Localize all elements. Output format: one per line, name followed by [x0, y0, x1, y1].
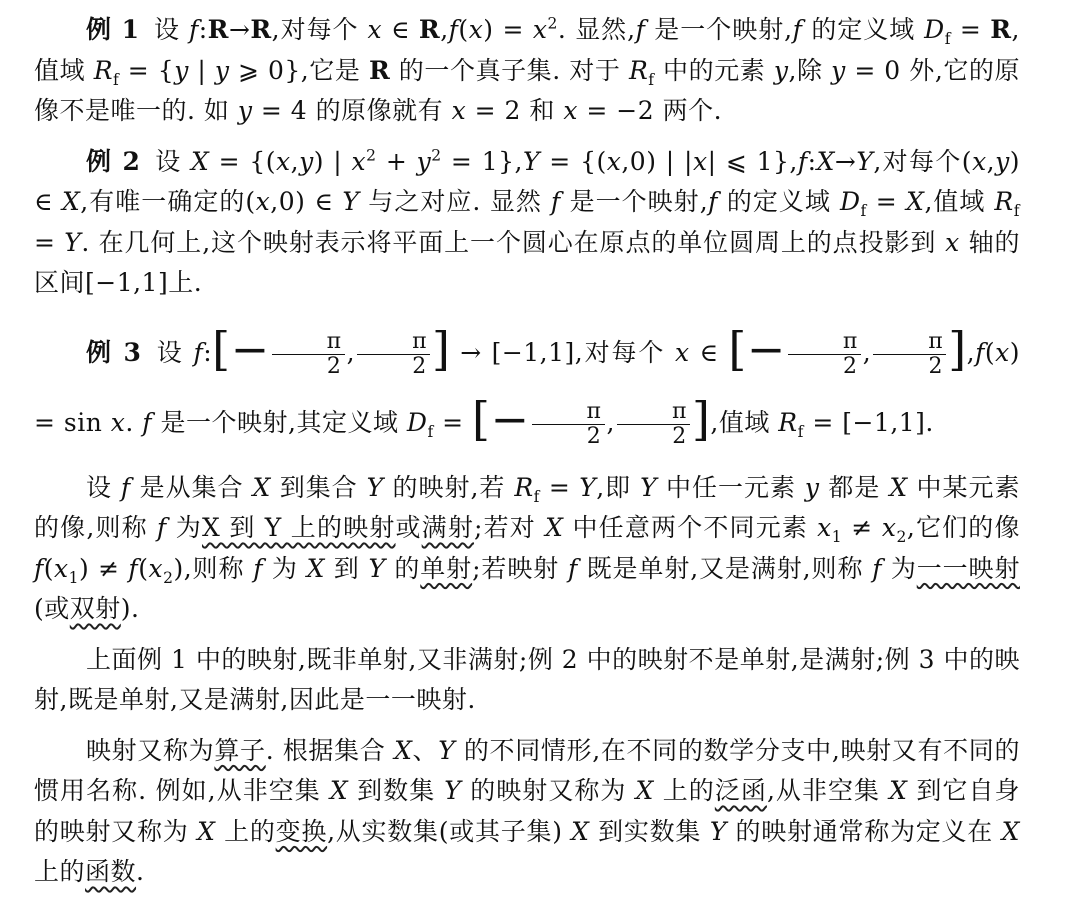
- math-symbol: y: [299, 146, 314, 176]
- math-symbol: X: [889, 472, 908, 502]
- math-symbol: R: [93, 55, 114, 85]
- summary-text: [34, 645, 1020, 715]
- text-run: ,: [986, 146, 996, 176]
- fraction-pi-over-2: [788, 330, 861, 379]
- text-run: 为: [881, 553, 917, 583]
- defined-term: 算子: [214, 735, 266, 765]
- text-run: 到: [324, 553, 369, 583]
- text-run: 上的: [215, 816, 276, 846]
- fraction-pi-over-2: [873, 330, 946, 379]
- math-symbol: R: [250, 15, 272, 44]
- math-symbol: X: [252, 472, 271, 502]
- math-symbol: f: [193, 337, 204, 367]
- math-symbol: Y: [640, 472, 658, 502]
- math-symbol: X: [394, 735, 413, 765]
- math-symbol: X: [1001, 816, 1020, 846]
- text-run: =: [433, 407, 473, 437]
- text-run: 轴的区间[−1,1]上.: [34, 227, 1020, 297]
- math-symbol: X: [306, 553, 325, 583]
- text-run: . 根据集合: [265, 735, 395, 765]
- example-label: 例 2: [86, 146, 141, 176]
- fraction-pi-over-2: [357, 330, 430, 379]
- math-symbol: R: [778, 407, 798, 437]
- text-run: ]: [432, 321, 451, 376]
- math-symbol: R: [994, 187, 1014, 216]
- math-symbol: y: [416, 146, 432, 176]
- math-symbol: f: [797, 146, 808, 176]
- text-run: ,它们的像: [906, 513, 1020, 542]
- text-run: ,值域: [924, 187, 995, 216]
- text-run: = {(: [209, 146, 277, 176]
- text-run: | ⩽ 1},: [707, 146, 798, 176]
- text-run: 到集合: [270, 472, 367, 502]
- math-symbol: D: [839, 187, 861, 216]
- math-symbol: y: [237, 96, 253, 125]
- math-symbol: X: [816, 146, 835, 176]
- example-1-text: [34, 15, 1020, 125]
- text-run: |: [188, 55, 215, 85]
- text-run: 或: [44, 594, 70, 623]
- math-symbol: y: [831, 55, 846, 85]
- text-run: ,0) | |: [621, 146, 693, 176]
- text-run: =: [866, 187, 907, 216]
- math-symbol: y: [214, 55, 230, 85]
- math-symbol: Y: [366, 472, 384, 502]
- example-2: [34, 142, 1020, 304]
- math-symbol: x: [972, 146, 987, 176]
- defined-term: X 到 Y 上的映射: [201, 513, 396, 542]
- text-run: 设: [155, 337, 194, 367]
- text-run: ∈: [382, 15, 419, 44]
- text-run: 是一个映射,其定义域: [152, 407, 407, 437]
- math-symbol: x: [675, 337, 690, 367]
- text-run: 的不同情形,在不同的数学分支中,映射又有不同的惯用名称. 例如,从非空集: [34, 735, 1020, 805]
- math-symbol: x: [468, 15, 484, 44]
- example-3-text: [34, 321, 1021, 449]
- text-run: 到数集: [348, 776, 445, 805]
- fraction-pi-over-2: [617, 400, 690, 449]
- text-run: =: [950, 15, 991, 44]
- math-symbol: X: [329, 776, 349, 805]
- text-run: =: [34, 227, 65, 257]
- text-run: = 2 和: [466, 96, 564, 125]
- text-run: . 在几何上,这个映射表示将平面上一个圆心在原点的单位圆周上的点投影到: [81, 227, 946, 257]
- text-run: ,对每个: [271, 15, 368, 44]
- text-run: = 4 的原像就有: [252, 96, 452, 125]
- math-symbol: x: [692, 146, 708, 176]
- math-symbol: f: [448, 15, 459, 44]
- text-run: 的映射,若: [383, 472, 515, 502]
- text-run: ]: [691, 391, 711, 446]
- text-run: 或: [395, 513, 422, 542]
- math-symbol: x: [945, 227, 960, 257]
- text-run: 上的: [34, 857, 86, 886]
- defined-term: 函数: [85, 857, 137, 886]
- math-symbol: f: [648, 70, 655, 89]
- text-run: 为: [262, 553, 307, 583]
- text-run: ,: [966, 337, 976, 367]
- text-run: (: [138, 553, 149, 583]
- terminology-text: [34, 736, 1020, 887]
- math-symbol: f: [1013, 202, 1020, 220]
- fraction-denominator: 2: [586, 423, 602, 449]
- math-symbol: R: [628, 55, 649, 85]
- text-run: = 0 外,它的原像不是唯一的. 如: [34, 55, 1021, 125]
- fraction-denominator: 2: [672, 423, 687, 449]
- math-symbol: 1: [831, 528, 843, 546]
- text-run: 设: [154, 146, 191, 176]
- math-symbol: R: [990, 15, 1012, 44]
- terminology-paragraph: [34, 731, 1020, 893]
- text-run: ,有唯一确定的(: [80, 187, 256, 216]
- math-symbol: 2: [547, 14, 558, 33]
- math-symbol: x: [817, 513, 832, 542]
- math-symbol: 1: [68, 568, 80, 587]
- text-run: ,除: [788, 55, 832, 85]
- math-symbol: f: [188, 15, 199, 44]
- example-1: [34, 10, 1020, 132]
- math-symbol: x: [532, 15, 548, 44]
- text-run: ;若对: [474, 513, 546, 542]
- math-symbol: R: [514, 472, 534, 502]
- text-run: :: [198, 15, 208, 44]
- text-run: 既是单射,又是满射,则称: [577, 553, 873, 583]
- text-run: 中的元素: [654, 55, 774, 85]
- defined-term: 满射: [421, 513, 475, 542]
- math-symbol: 2: [366, 146, 377, 165]
- math-symbol: y: [995, 146, 1010, 176]
- text-run: 的定义域: [802, 15, 925, 44]
- math-symbol: X: [635, 776, 654, 805]
- math-symbol: Y: [64, 227, 82, 257]
- math-symbol: y: [174, 55, 189, 85]
- math-symbol: f: [550, 187, 561, 216]
- text-run: ,对每个(: [873, 146, 973, 176]
- math-symbol: Y: [522, 146, 540, 176]
- math-symbol: R: [418, 15, 441, 44]
- math-symbol: f: [635, 15, 646, 44]
- text-run: (: [984, 337, 996, 367]
- math-symbol: R: [368, 55, 391, 85]
- math-symbol: Y: [438, 735, 456, 765]
- fraction-numerator: π: [357, 330, 430, 355]
- examples-summary-paragraph: [34, 640, 1020, 721]
- text-run: ).: [120, 594, 140, 623]
- math-symbol: f: [113, 70, 120, 89]
- math-symbol: x: [451, 96, 467, 125]
- text-run: = {(: [539, 146, 607, 176]
- math-symbol: Y: [856, 146, 874, 176]
- math-symbol: f: [567, 553, 578, 583]
- math-symbol: X: [197, 816, 216, 846]
- defined-term: 一一映射: [916, 553, 1020, 583]
- text-run: 的映射通常称为定义在: [726, 816, 1002, 846]
- text-run: . 显然,: [557, 15, 636, 44]
- text-run: ,值域: [34, 15, 1020, 85]
- text-run: ,从实数集(或其子集): [327, 816, 572, 846]
- text-run: 与之对应. 显然: [359, 187, 551, 216]
- text-run: :: [203, 337, 213, 367]
- math-symbol: f: [128, 553, 139, 583]
- text-run: ]: [948, 321, 967, 376]
- text-run: 到它自身的映射又称为: [34, 776, 1020, 846]
- math-symbol: y: [773, 55, 789, 85]
- math-symbol: x: [148, 553, 164, 583]
- example-2-text: [34, 147, 1020, 298]
- text-run: 设: [153, 15, 189, 44]
- text-run: ∈: [689, 337, 729, 367]
- text-run: .: [136, 857, 145, 886]
- text-run: ) = sin: [34, 337, 1021, 437]
- math-symbol: f: [427, 422, 434, 441]
- text-run: 、: [412, 735, 439, 765]
- math-symbol: f: [156, 513, 167, 542]
- example-3: [34, 318, 1020, 458]
- math-symbol: f: [253, 553, 263, 583]
- math-symbol: f: [872, 553, 882, 583]
- math-symbol: X: [61, 187, 81, 216]
- text-run: 设: [86, 472, 121, 502]
- math-symbol: f: [34, 553, 44, 583]
- text-run: ) ≠: [79, 553, 129, 583]
- math-symbol: X: [190, 146, 210, 176]
- defined-term: 单射: [420, 553, 473, 583]
- math-symbol: x: [606, 146, 622, 176]
- math-symbol: y: [804, 472, 820, 502]
- fraction-denominator: 2: [326, 353, 342, 379]
- math-symbol: X: [571, 816, 590, 846]
- math-symbol: Y: [709, 816, 727, 846]
- text-run: 中某元素的像,则称: [34, 472, 1020, 542]
- text-run: = [−1,1].: [803, 407, 934, 437]
- fraction-pi-over-2: [272, 330, 345, 379]
- math-symbol: x: [563, 96, 578, 125]
- text-run: [−: [472, 391, 530, 446]
- text-run: 的映射又称为: [461, 776, 636, 805]
- fraction-pi-over-2: [532, 400, 605, 449]
- text-run: ,值域: [710, 407, 779, 437]
- math-symbol: 2: [896, 528, 907, 546]
- math-symbol: 2: [431, 146, 442, 165]
- text-run: ,: [290, 146, 300, 176]
- math-symbol: x: [276, 146, 291, 176]
- fraction-numerator: π: [617, 400, 690, 425]
- text-run: .: [125, 407, 143, 437]
- text-run: (: [458, 15, 469, 44]
- math-symbol: f: [533, 487, 540, 506]
- math-symbol: x: [995, 337, 1010, 367]
- text-run: ),则称: [173, 553, 254, 583]
- math-symbol: x: [110, 407, 126, 437]
- math-symbol: f: [792, 15, 803, 44]
- text-run: ⩾ 0},它是: [229, 55, 369, 85]
- text-run: ,: [440, 15, 449, 44]
- math-symbol: Y: [368, 553, 386, 583]
- math-symbol: D: [406, 407, 428, 437]
- text-run: ) |: [313, 146, 352, 176]
- example-label: 例 1: [86, 15, 140, 44]
- text-run: ,0) ∈: [270, 187, 343, 216]
- text-run: +: [376, 146, 417, 176]
- text-run: ,: [606, 407, 615, 437]
- text-run: 是一个映射,: [645, 15, 793, 44]
- text-run: = {: [119, 55, 175, 85]
- text-run: ,即: [596, 472, 641, 502]
- math-symbol: f: [944, 30, 951, 48]
- text-run: = −2 两个.: [577, 96, 723, 125]
- math-symbol: Y: [579, 472, 597, 502]
- text-run: (: [43, 553, 55, 583]
- math-symbol: Y: [342, 187, 360, 216]
- text-run: 是一个映射,: [560, 187, 709, 216]
- text-run: = 1},: [441, 146, 523, 176]
- text-run: ;若映射: [472, 553, 568, 583]
- example-label: 例 3: [86, 337, 142, 367]
- text-run: [−: [728, 321, 786, 376]
- math-symbol: X: [889, 776, 908, 805]
- text-run: 是从集合: [130, 472, 253, 502]
- math-symbol: f: [142, 407, 153, 437]
- text-run: 上的: [653, 776, 715, 805]
- text-run: ,: [346, 337, 356, 367]
- math-symbol: R: [207, 15, 229, 44]
- text-run: =: [539, 472, 580, 502]
- math-symbol: X: [545, 513, 564, 542]
- text-run: 上面例 1 中的映射,既非单射,又非满射;例 2 中的映射不是单射,是满射;例 3 中的映射,既是单射,又是满射,因此是一一映射.: [34, 644, 1020, 714]
- text-run: 映射又称为: [86, 735, 215, 765]
- text-run: 到实数集: [589, 816, 710, 846]
- text-run: ) =: [483, 15, 533, 44]
- text-run: 的一个真子集. 对于: [390, 55, 629, 85]
- math-symbol: X: [906, 187, 925, 216]
- math-symbol: x: [255, 187, 271, 216]
- fraction-numerator: π: [272, 330, 345, 355]
- math-symbol: x: [367, 15, 383, 44]
- text-run: → [−1,1],对每个: [450, 337, 676, 367]
- text-run: ,: [862, 337, 872, 367]
- definition-text: [34, 473, 1020, 624]
- text-run: :: [807, 146, 817, 176]
- math-symbol: f: [860, 202, 867, 220]
- fraction-denominator: 2: [843, 353, 858, 379]
- math-symbol: f: [708, 187, 718, 216]
- text-run: [−: [212, 321, 270, 376]
- text-run: (: [34, 594, 45, 623]
- text-run: 中任一元素: [657, 472, 805, 502]
- text-run: ) ∈: [34, 146, 1021, 216]
- text-run: →: [228, 15, 251, 44]
- text-run: 都是: [819, 472, 890, 502]
- fraction-denominator: 2: [928, 353, 943, 379]
- text-run: ≠: [842, 513, 882, 542]
- math-symbol: f: [797, 422, 804, 441]
- math-symbol: f: [120, 472, 131, 502]
- math-symbol: 2: [163, 568, 174, 587]
- text-run: ,从非空集: [766, 776, 890, 805]
- math-symbol: D: [924, 15, 945, 44]
- fraction-numerator: π: [532, 400, 605, 425]
- math-symbol: Y: [444, 776, 462, 805]
- definition-paragraph: [34, 468, 1020, 630]
- text-run: 的定义域: [717, 187, 840, 216]
- fraction-numerator: π: [873, 330, 946, 355]
- math-symbol: x: [351, 146, 367, 176]
- math-symbol: x: [881, 513, 897, 542]
- text-run: 为: [166, 513, 202, 542]
- fraction-numerator: π: [788, 330, 861, 355]
- math-symbol: x: [54, 553, 69, 583]
- text-run: 的: [385, 553, 421, 583]
- defined-term: 双射: [69, 594, 121, 623]
- math-symbol: f: [975, 337, 985, 367]
- fraction-denominator: 2: [412, 353, 427, 379]
- defined-term: 变换: [275, 816, 328, 846]
- defined-term: 泛函: [714, 776, 767, 805]
- text-run: 中任意两个不同元素: [563, 513, 818, 542]
- text-run: →: [834, 146, 857, 176]
